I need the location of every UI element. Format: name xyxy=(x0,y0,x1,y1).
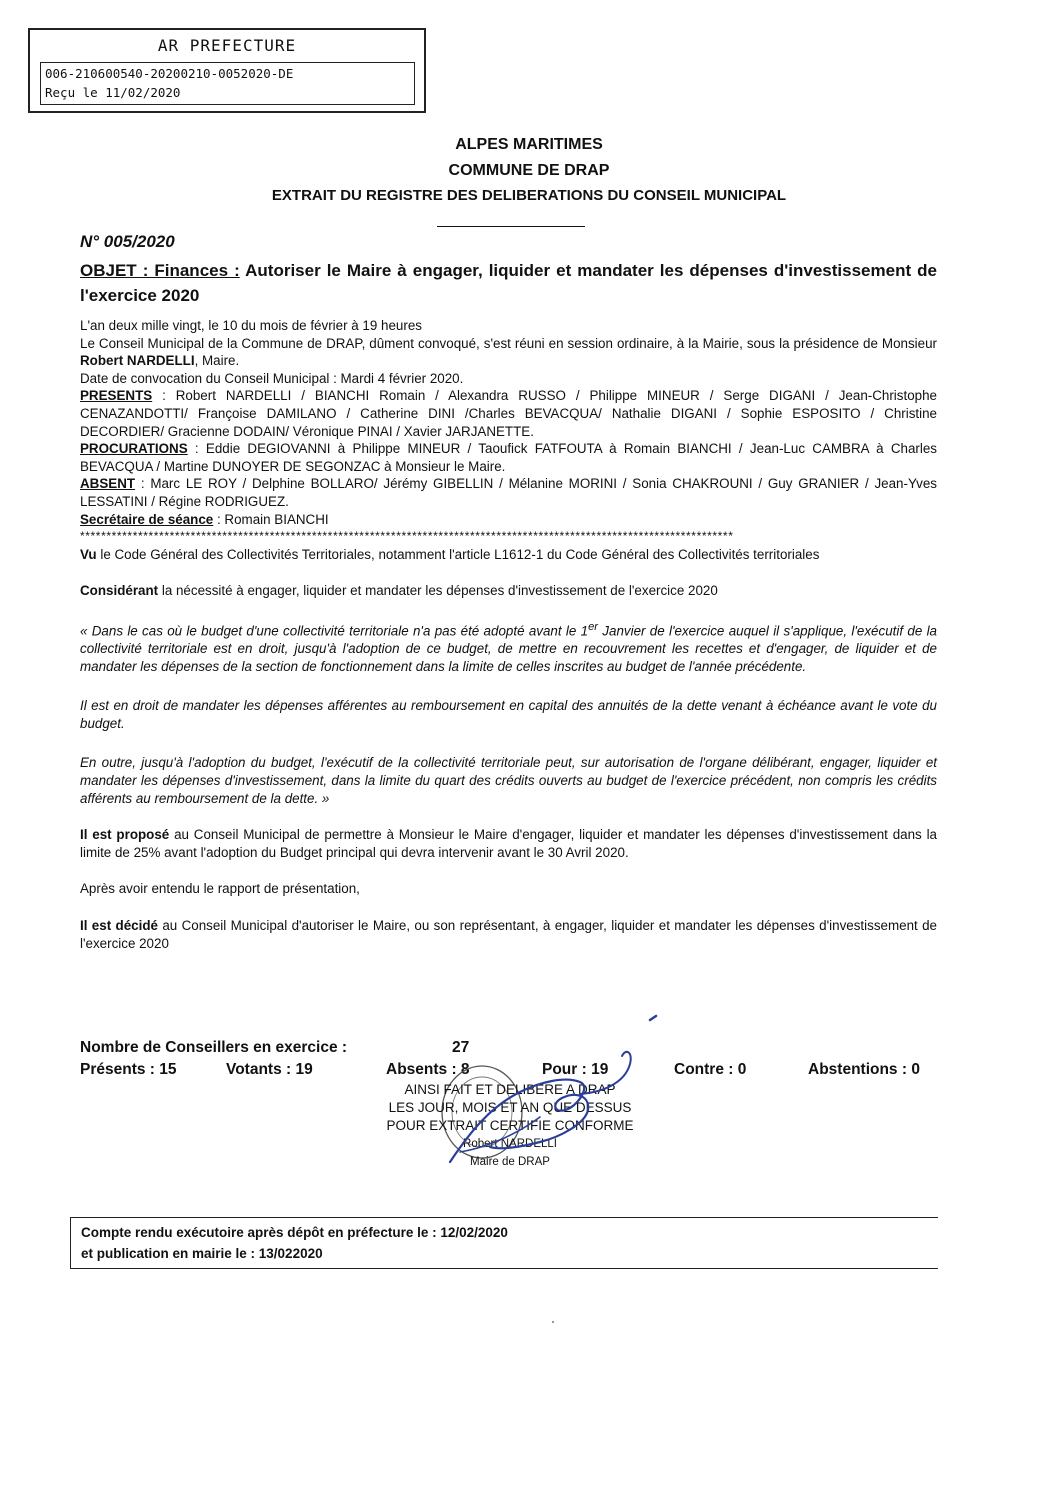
secretary-name: : Romain BIANCHI xyxy=(213,511,329,527)
procurations-names: : Eddie DEGIOVANNI à Philippe MINEUR / Taoufick FATFOUTA à Romain BIANCHI / Jean-Luc CAMBRA à Charles BEVACQUA / Martine DUNOYER DE SEGONZAC à Monsieur le Maire. xyxy=(80,441,937,474)
vu-paragraph xyxy=(80,546,937,564)
proposal-paragraph xyxy=(80,826,937,861)
contre-count: Contre : 0 xyxy=(674,1061,747,1078)
presents-count: Présents : 15 xyxy=(80,1061,177,1078)
procurations-label: PROCURATIONS xyxy=(80,441,188,457)
abstentions-count: Abstentions : 0 xyxy=(808,1061,920,1078)
deliberation-subject xyxy=(80,258,937,308)
footer-line-2: et publication en mairie le : 13/022020 xyxy=(81,1246,323,1261)
quote-1-start: « Dans le cas où le budget d'une collectivité territoriale n'a pas été adopté avant le 1 xyxy=(80,623,589,639)
convocation-date: Date de convocation du Conseil Municipal : Mardi 4 février 2020. xyxy=(80,370,464,386)
session-info-end: , Maire. xyxy=(194,353,240,369)
quote-1-superscript: er xyxy=(588,620,598,633)
footer-execution-notice xyxy=(70,1217,938,1269)
considerant-text: la nécessité à engager, liquider et mandater les dépenses d'investissement de l'exercice 2020 xyxy=(158,583,718,599)
vu-text: le Code Général des Collectivités Territoriales, notamment l'article L1612-1 du Code Général des Collectivités territoriales xyxy=(96,546,820,562)
quote-1-end: Janvier de l'exercice auquel il s'applique, l'exécutif de la collectivité territoriale est en droit, jusqu'à l'adoption de ce budget, de mettre en recouvrement les recettes et d'engager, de liquider et de mandater les dépenses de la section de fonctionnement dans la limite de celles inscrites au budget de l'année précédente. xyxy=(80,623,937,674)
secretary-label: Secrétaire de séance xyxy=(80,511,214,527)
subject-label: OBJET : Finances : xyxy=(80,261,240,280)
header-divider xyxy=(437,226,585,227)
handwritten-signature-icon xyxy=(430,1012,670,1172)
votants-count: Votants : 19 xyxy=(226,1061,313,1078)
department-title: ALPES MARITIMES xyxy=(455,136,603,153)
star-separator: **************************************************************************************************************************** xyxy=(80,529,734,544)
subject-text: Autoriser le Maire à engager, liquider et mandater les dépenses d'investissement de l'exercice 2020 xyxy=(80,261,937,305)
stamp-title: AR PREFECTURE xyxy=(157,36,297,55)
considerant-label: Considérant xyxy=(80,583,159,599)
signature-line-1: AINSI FAIT ET DELIBERE A DRAP xyxy=(404,1082,616,1097)
pour-count: Pour : 19 xyxy=(542,1061,609,1078)
procurations-list xyxy=(80,440,937,475)
decision-text: au Conseil Municipal d'autoriser le Maire, ou son représentant, à engager, liquider et mandater les dépenses d'investissement de l'exercice 2020 xyxy=(80,917,938,951)
stamp-line-2: Reçu le 11/02/2020 xyxy=(45,85,181,100)
decision-label: Il est décidé xyxy=(80,917,158,933)
secretary xyxy=(80,511,937,529)
deliberation-number: N° 005/2020 xyxy=(80,232,175,251)
presents-list xyxy=(80,387,937,440)
scan-speck xyxy=(552,1321,554,1323)
signature-line-2: LES JOUR, MOIS ET AN QUE DESSUS xyxy=(388,1100,632,1115)
session-info xyxy=(80,335,937,370)
proposal-text: au Conseil Municipal de permettre à Monsieur le Maire d'engager, liquider et mandater les dépenses d'investissement dans la limite de 25% avant l'adoption du Budget principal qui devra intervenir avant le 30 Avril 2020. xyxy=(80,827,937,860)
absent-list xyxy=(80,475,937,510)
prefecture-stamp xyxy=(28,28,426,113)
commune-title: COMMUNE DE DRAP xyxy=(448,162,610,179)
footer-line-1: Compte rendu exécutoire après dépôt en préfecture le : 12/02/2020 xyxy=(81,1225,508,1240)
absents-count: Absents : 8 xyxy=(386,1061,470,1078)
mayor-title: Maire de DRAP xyxy=(470,1156,550,1168)
document-body xyxy=(80,317,937,952)
councillors-in-office-label: Nombre de Conseillers en exercice : xyxy=(80,1039,348,1056)
absent-names: : Marc LE ROY / Delphine BOLLARO/ Jérémy GIBELLIN / Mélanine MORINI / Sonia CHAKROUNI / Guy GRANIER / Jean-Yves LESSATINI / Régine RODRIGUEZ. xyxy=(80,476,937,509)
stamp-reference xyxy=(40,62,415,105)
quote-paragraph-1 xyxy=(80,619,937,675)
session-info-text: Le Conseil Municipal de la Commune de DRAP, dûment convoqué, s'est réuni en session ordinaire, à la Mairie, sous la présidence de Monsieur xyxy=(80,335,937,351)
quote-paragraph-2: Il est en droit de mandater les dépenses afférentes au remboursement en capital des annuités de la dette venant à échéance avant le vote du budget. xyxy=(80,698,937,731)
councillors-in-office-count: 27 xyxy=(452,1039,470,1056)
presents-names: : Robert NARDELLI / BIANCHI Romain / Alexandra RUSSO / Philippe MINEUR / Serge DIGANI / Jean-Christophe CENAZANDOTTI/ Françoise DAMILANO / Catherine DINI /Charles BEVACQUA/ Nathalie DIGANI / Sophie ESPOSITO / Christine DECORDIER/ Gracienne DODAIN/ Véronique PINAI / Xavier JARJANETTE. xyxy=(80,388,937,439)
president-name: Robert NARDELLI xyxy=(80,353,195,369)
stamp-line-1: 006-210600540-20200210-0052020-DE xyxy=(45,66,294,81)
proposal-label: Il est proposé xyxy=(80,827,170,843)
session-date: L'an deux mille vingt, le 10 du mois de février à 19 heures xyxy=(80,318,422,333)
registry-title: EXTRAIT DU REGISTRE DES DELIBERATIONS DU CONSEIL MUNICIPAL xyxy=(271,187,787,204)
presents-label: PRESENTS xyxy=(80,388,153,404)
quote-paragraph-3: En outre, jusqu'à l'adoption du budget, l'exécutif de la collectivité territoriale peut, sur autorisation de l'organe délibérant, engager, liquider et mandater les dépenses d'investissement, dans la limite du quart des crédits ouverts au budget de l'exercice précédent, non compris les crédits afférents au remboursement de la dette. » xyxy=(80,755,937,806)
report-paragraph: Après avoir entendu le rapport de présentation, xyxy=(80,881,360,897)
signature-line-3: POUR EXTRAIT CERTIFIE CONFORME xyxy=(386,1118,634,1133)
decision-paragraph xyxy=(80,917,937,952)
absent-label: ABSENT xyxy=(80,476,136,492)
vu-label: Vu xyxy=(80,546,97,562)
considerant-paragraph xyxy=(80,582,937,600)
mayor-name: Robert NARDELLI xyxy=(463,1138,557,1150)
